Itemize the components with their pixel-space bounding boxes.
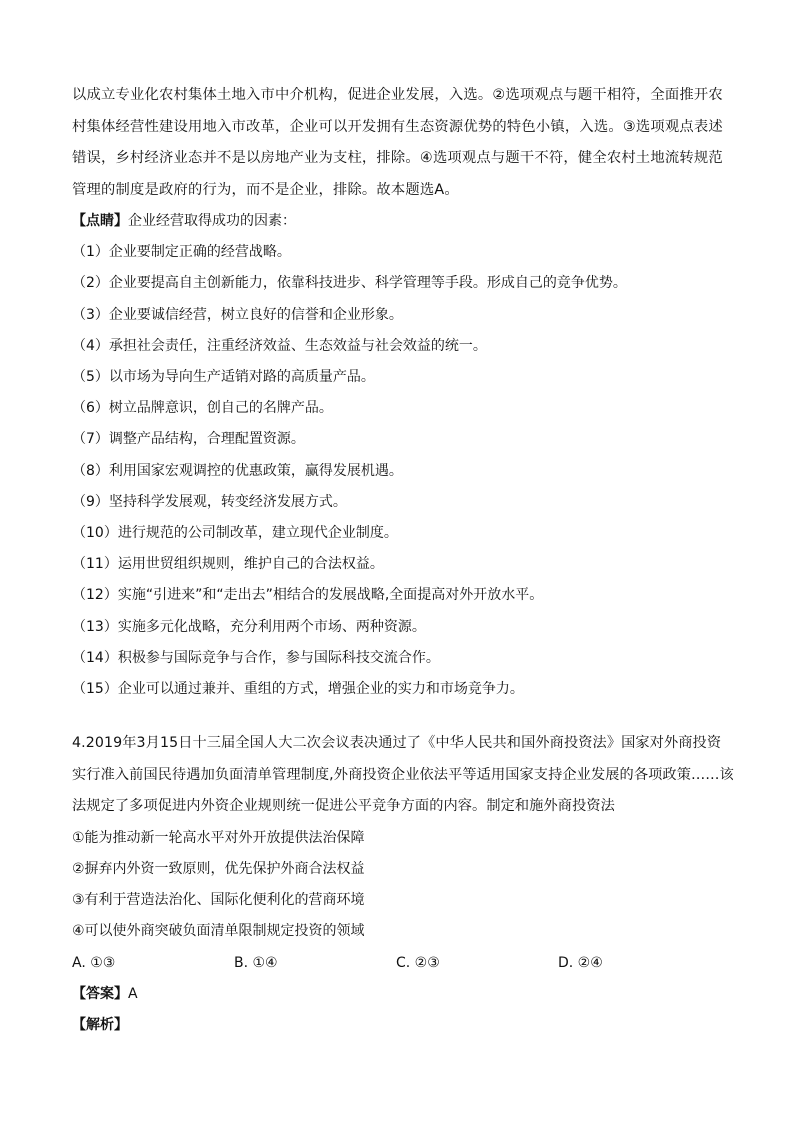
answer-choices (72, 948, 734, 980)
choice-b: B. ①④ (234, 954, 278, 971)
factor-item: （15）企业可以通过兼并、重组的方式，增强企业的实力和市场竞争力。 (72, 681, 524, 698)
factor-item: （4）承担社会责任，注重经济效益、生态效益与社会效益的统一。 (72, 337, 487, 354)
statement-item: ④可以使外商突破负面清单限制规定投资的领域 (72, 923, 365, 940)
factor-item: （9）坚持科学发展观，转变经济发展方式。 (72, 493, 347, 510)
answer-value: A (128, 986, 138, 1003)
factor-item: （1）企业要制定正确的经营战略。 (72, 244, 291, 261)
factor-item: （14）积极参与国际竞争与合作，参与国际科技交流合作。 (72, 649, 440, 666)
question-stem: 4.2019年3月15日十三届全国人大二次会议表决通过了《中华人民共和国外商投资法》国家对外商投资实行准入前国民待遇加负面清单管理制度,外商投资企业依法平等适用国家支持企业发展的各项政策……该法规定了多项促进内外资企业规则统一促进公平竞争方面的内容。制定和施外商投资法 (72, 735, 734, 815)
choice-d: D. ②④ (558, 954, 603, 971)
factor-item: （12）实施“引进来”和“走出去”相结合的发展战略,全面提高对外开放水平。 (72, 587, 544, 604)
answer-line (72, 979, 734, 1010)
statement-item: ①能为推动新一轮高水平对外开放提供法治保障 (72, 829, 365, 846)
factor-item: （7）调整产品结构，合理配置资源。 (72, 431, 305, 448)
analysis-label: 【解析】 (72, 1017, 128, 1034)
factor-item: （10）进行规范的公司制改革，建立现代企业制度。 (72, 525, 398, 542)
factor-item: （3）企业要诚信经营，树立良好的信誉和企业形象。 (72, 306, 403, 323)
tip-line (72, 206, 734, 237)
statement-item: ②摒弃内外资一致原则，优先保护外商合法权益 (72, 860, 365, 877)
factor-item: （5）以市场为导向生产适销对路的高质量产品。 (72, 369, 375, 386)
intro-paragraph: 以成立专业化农村集体土地入市中介机构，促进企业发展，入选。②选项观点与题干相符，全面推开农村集体经营性建设用地入市改革，企业可以开发拥有生态资源优势的特色小镇，入选。③选项观点表述错误，乡村经济业态并不是以房地产业为支柱，排除。④选项观点与题干不符，健全农村土地流转规范管理的制度是政府的行为，而不是企业，排除。故本题选A。 (72, 87, 723, 198)
factor-item: （2）企业要提高自主创新能力，依靠科技进步、科学管理等手段。形成自己的竞争优势。 (72, 275, 627, 292)
tip-label: 【点睛】 (72, 213, 128, 229)
answer-label: 【答案】 (72, 986, 128, 1003)
factor-item: （13）实施多元化战略，充分利用两个市场、两种资源。 (72, 618, 426, 635)
factor-item: （6）树立品牌意识，创自己的名牌产品。 (72, 400, 333, 417)
choice-a: A. ①③ (72, 954, 116, 971)
section-gap (72, 705, 734, 728)
choice-c: C. ②③ (396, 954, 440, 971)
statement-item: ③有利于营造法治化、国际化便利化的营商环境 (72, 892, 365, 909)
factor-item: （8）利用国家宏观调控的优惠政策，赢得发展机遇。 (72, 462, 403, 479)
tip-text: 企业经营取得成功的因素： (128, 213, 296, 229)
factor-item: （11）运用世贸组织规则，维护自己的合法权益。 (72, 556, 384, 573)
